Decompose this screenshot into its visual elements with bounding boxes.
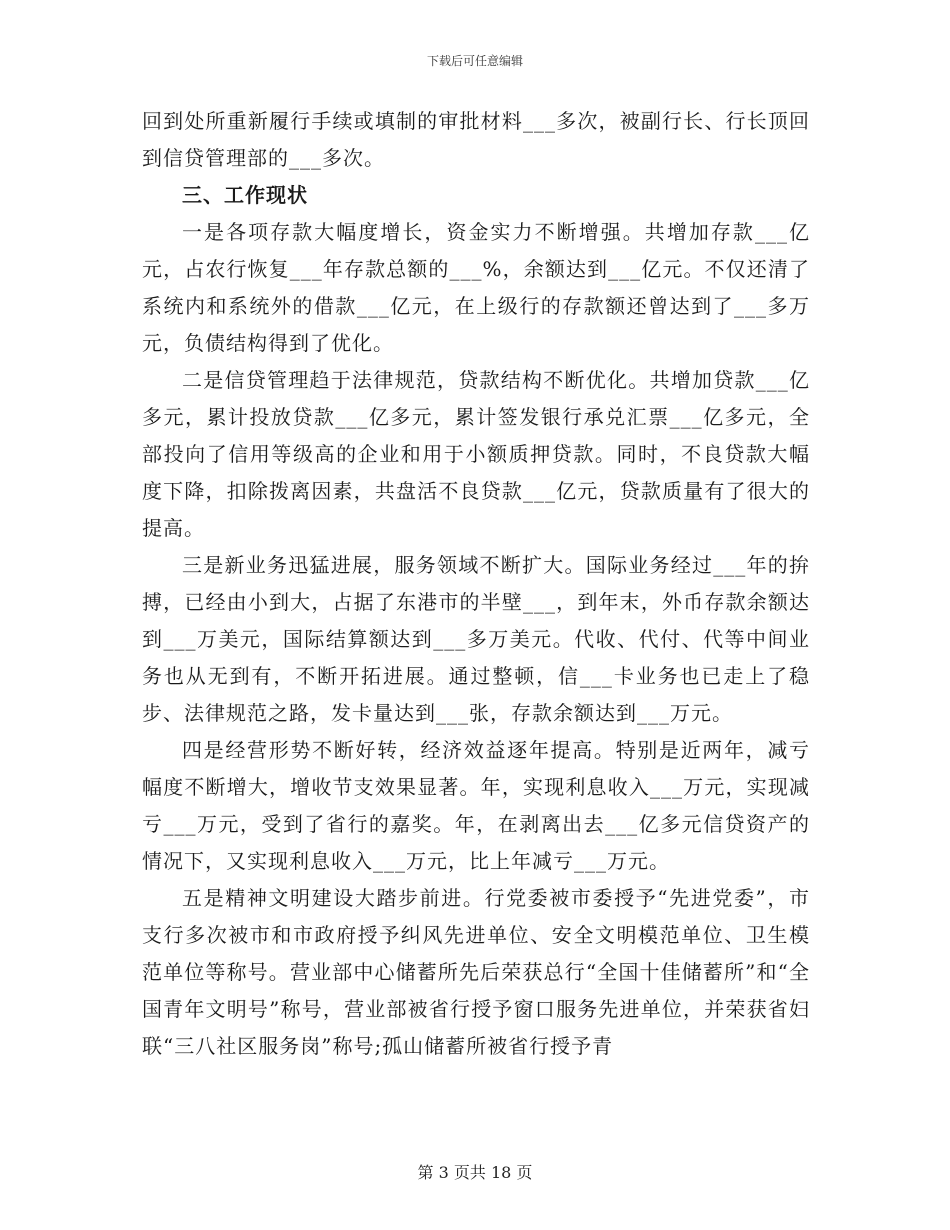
- paragraph-new-business: 三是新业务迅猛进展，服务领域不断扩大。国际业务经过___年的拚搏，已经由小到大，占据了东港市的半壁___，到年末，外币存款余额达到___万美元，国际结算额达到___多万美元。代收、代付、代等中间业务也从无到有，不断开拓进展。通过整顿，信___卡业务也已走上了稳步、法律规范之路，发卡量达到___张，存款余额达到___万元。: [142, 553, 810, 725]
- paragraph-civilization: 五是精神文明建设大踏步前进。行党委被市委授予“先进党委”，市支行多次被市和市政府授予纠风先进单位、安全文明模范单位、卫生模范单位等称号。营业部中心储蓄所先后荣获总行“全国十佳储蓄所”和“全国青年文明号”称号，营业部被省行授予窗口服务先进单位，并荣获省妇联“三八社区服务岗”称号;孤山储蓄所被省行授予青: [142, 886, 810, 1058]
- paragraph-credit: 二是信贷管理趋于法律规范，贷款结构不断优化。共增加贷款___亿多元，累计投放贷款___亿多元，累计签发银行承兑汇票___亿多元，全部投向了信用等级高的企业和用于小额质押贷款。同时，不良贷款大幅度下降，扣除拨离因素，共盘活不良贷款___亿元，贷款质量有了很大的提高。: [142, 368, 810, 540]
- paragraph-operations: 四是经营形势不断好转，经济效益逐年提高。特别是近两年，减亏幅度不断增大，增收节支效果显著。年，实现利息收入___万元，实现减亏___万元，受到了省行的嘉奖。年，在剥离出去___亿多元信贷资产的情况下，又实现利息收入___万元，比上年减亏___万元。: [142, 738, 810, 873]
- section-heading: 三、工作现状: [182, 183, 308, 207]
- paragraph-continuation: 回到处所重新履行手续或填制的审批材料___多次，被副行长、行长顶回到信贷管理部的___多次。: [142, 109, 810, 170]
- page-footer: 第 3 页共 18 页: [417, 1163, 533, 1182]
- paragraph-deposits: 一是各项存款大幅度增长，资金实力不断增强。共增加存款___亿元，占农行恢复___年存款总额的___%，余额达到___亿元。不仅还清了系统内和系统外的借款___亿元，在上级行的存款额还曾达到了___多万元，负债结构得到了优化。: [142, 220, 810, 355]
- document-body: [142, 103, 810, 1065]
- page-header: 下载后可任意编辑: [426, 54, 523, 68]
